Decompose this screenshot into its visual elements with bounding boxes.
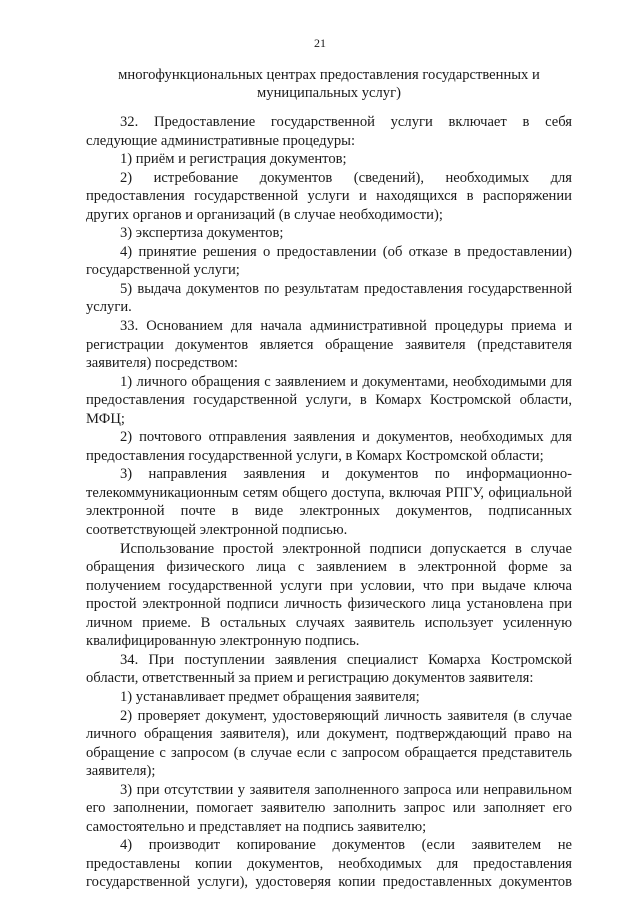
list-item-34-1: 1) устанавливает предмет обращения заявителя; <box>120 688 420 705</box>
list-item-33-3: 3) направления заявления и документов по информационно-телекоммуникационным сетям общего доступа, включая РПГУ, официальной электронной почте в виде электронных документов, подписанных соответствующей электронной подписью. <box>86 466 572 539</box>
list-item-34-4: 4) производит копирование документов (если заявителем не предоставлены копии документов, необходимых для предоставления государственной услуги), удостоверяя копии предоставленных документов <box>86 837 572 891</box>
list-item-32-1: 1) приём и регистрация документов; <box>120 151 347 168</box>
list-item-33-1: 1) личного обращения с заявлением и документами, необходимыми для предоставления государственной услуги, в Комарх Костромской области, МФЦ; <box>86 373 572 427</box>
paragraph-34: 34. При поступлении заявления специалист Комарха Костромской области, ответственный за прием и регистрацию документов заявителя: <box>86 651 572 687</box>
list-item-32-3: 3) экспертиза документов; <box>120 225 284 242</box>
list-item-32-2: 2) истребование документов (сведений), необходимых для предоставления государственной услуги и находящихся в распоряжении других органов и организаций (в случае необходимости); <box>86 169 572 223</box>
section-heading: многофункциональных центрах предоставления государственных и муниципальных услуг) <box>118 67 540 101</box>
list-item-33-2: 2) почтового отправления заявления и документов, необходимых для предоставления государственной услуги, в Комарх Костромской области; <box>86 429 572 464</box>
paragraph-33: 33. Основанием для начала административной процедуры приема и регистрации документов является обращение заявителя (представителя заявителя) посредством: <box>86 318 572 372</box>
list-item-32-5: 5) выдача документов по результатам предоставления государственной услуги. <box>86 280 572 316</box>
list-item-34-2: 2) проверяет документ, удостоверяющий личность заявителя (в случае личного обращения заявителя), или документ, подтверждающий право на обращение с запросом (в случае если с запросом обращается представитель заявителя); <box>86 707 572 780</box>
document-body <box>86 113 572 892</box>
list-item-32-4: 4) принятие решения о предоставлении (об отказе в предоставлении) государственной услуги; <box>86 243 572 279</box>
paragraph-32: 32. Предоставление государственной услуги включает в себя следующие административные процедуры: <box>86 114 572 149</box>
page-number: 21 <box>314 36 326 50</box>
paragraph-electronic-signature: Использование простой электронной подписи допускается в случае обращения физического лица с заявлением в электронной форме за получением государственной услуги при условии, что при выдаче ключа простой электронной подписи личность физического лица установлена при личном приеме. В остальных случаях заявитель использует усиленную квалифицированную электронную подпись. <box>86 540 572 650</box>
list-item-34-3: 3) при отсутствии у заявителя заполненного запроса или неправильном его заполнении, помогает заявителю заполнить запрос или заполняет его самостоятельно и представляет на подпись заявителю; <box>86 781 572 835</box>
